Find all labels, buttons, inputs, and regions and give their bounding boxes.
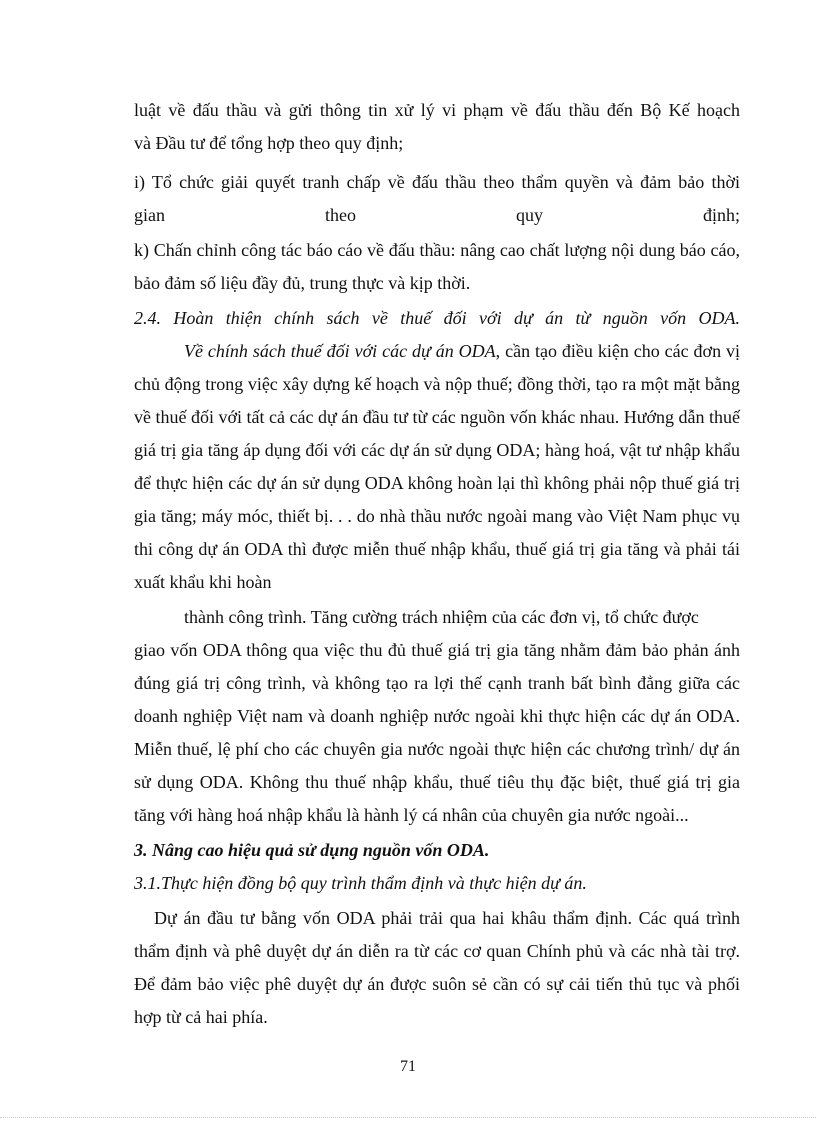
- section-heading-3-1: 3.1.Thực hiện đồng bộ quy trình thẩm định và thực hiện dự án.: [134, 873, 587, 893]
- document-body: [134, 94, 740, 1034]
- paragraph-line: i) Tổ chức giải quyết tranh chấp về đấu thầu theo thẩm quyền và đảm bảo thời: [134, 172, 740, 192]
- section-heading-3: 3. Nâng cao hiệu quả sử dụng nguồn vốn ODA.: [134, 840, 490, 860]
- paragraph-line: và Đầu tư để tổng hợp theo quy định;: [134, 133, 404, 153]
- page-number: 71: [400, 1058, 416, 1075]
- paragraph: Dự án đầu tư bằng vốn ODA phải trải qua hai khâu thẩm định. Các quá trình thẩm định và phê duyệt dự án diễn ra từ các cơ quan Chính phủ và các nhà tài trợ. Để đảm bảo việc phê duyệt dự án được suôn sẻ cần có sự cải tiến thủ tục và phối hợp từ cả hai phía.: [134, 908, 740, 1027]
- paragraph: [134, 335, 740, 599]
- paragraph-line: luật về đấu thầu và gửi thông tin xử lý vi phạm về đấu thầu đến Bộ Kế hoạch: [134, 100, 740, 120]
- paragraph-line: gian theo quy định;: [134, 205, 740, 225]
- paragraph-line: thành công trình. Tăng cường trách nhiệm của các đơn vị, tổ chức được: [184, 607, 699, 627]
- paragraph: giao vốn ODA thông qua việc thu đủ thuế giá trị gia tăng nhằm đảm bảo phản ánh đúng giá trị công trình, và không tạo ra lợi thế cạnh tranh bất bình đẳng giữa các doanh nghiệp Việt nam và doanh nghiệp nước ngoài khi thực hiện các dự án ODA. Miễn thuế, lệ phí cho các chuyên gia nước ngoài thực hiện các chương trình/ dự án sử dụng ODA. Không thu thuế nhập khẩu, thuế tiêu thụ đặc biệt, thuế giá trị gia tăng với hàng hoá nhập khẩu là hành lý cá nhân của chuyên gia nước ngoài...: [134, 640, 740, 825]
- section-heading-2-4: 2.4. Hoàn thiện chính sách về thuế đối với dự án từ nguồn vốn ODA.: [134, 308, 740, 328]
- paragraph-text: , cần tạo điều kiện cho các đơn vị chủ động trong việc xây dựng kế hoạch và nộp thuế; đồng thời, tạo ra một mặt bằng về thuế đối với tất cả các dự án đầu tư từ các nguồn vốn khác nhau. Hướng dẫn thuế giá trị gia tăng áp dụng đối với các dự án sử dụng ODA; hàng hoá, vật tư nhập khẩu để thực hiện các dự án sử dụng ODA không hoàn lại thì không phải nộp thuế giá trị gia tăng; máy móc, thiết bị. . . do nhà thầu nước ngoài mang vào Việt Nam phục vụ thi công dự án ODA thì được miễn thuế nhập khẩu, thuế giá trị gia tăng và phải tái xuất khẩu khi hoàn: [134, 341, 740, 592]
- paragraph: k) Chấn chỉnh công tác báo cáo về đấu thầu: nâng cao chất lượng nội dung báo cáo, bảo đảm số liệu đầy đủ, trung thực và kịp thời.: [134, 240, 740, 293]
- italic-lead-text: Về chính sách thuế đối với các dự án ODA: [184, 341, 496, 361]
- page-border-divider: [0, 1117, 816, 1118]
